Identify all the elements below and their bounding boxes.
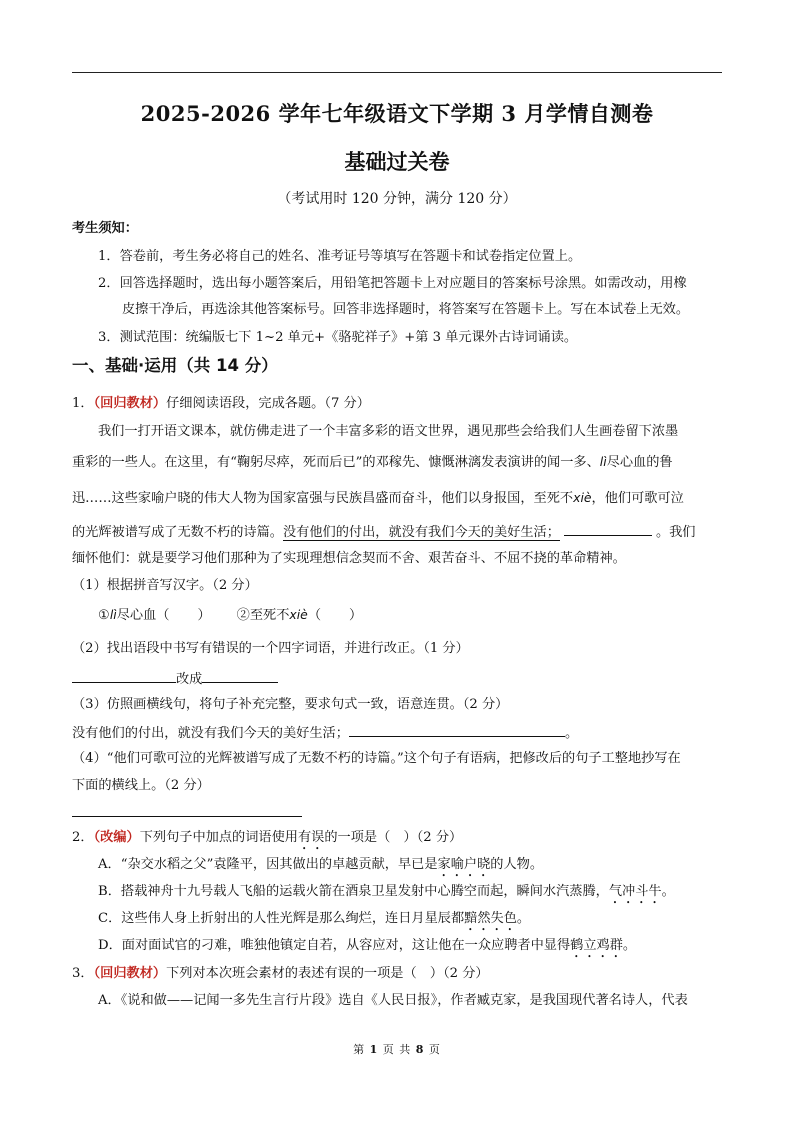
notice-item-3: 3．测试范围：统编版七下 1~2 单元+《骆驼祥子》+第 3 单元课外古诗词诵读。 [98, 330, 578, 345]
notice-heading: 考生须知： [72, 221, 138, 236]
q2-option-d[interactable] [98, 936, 724, 961]
q1-passage-text: 的光辉被谱写成了无数不朽的诗篇。 [72, 525, 283, 540]
pinyin-li: lì [599, 454, 607, 469]
option-text: 。 [661, 884, 675, 899]
q1-sub-3-answer [72, 722, 724, 744]
underlined-sentence: 没有他们的付出，就没有我们今天的美好生活； [283, 525, 560, 540]
notice-item-1: 1．答卷前，考生务必将自己的姓名、准考证号等填写在答题卡和试卷指定位置上。 [98, 249, 582, 264]
q1-sub-2-answer [72, 668, 724, 690]
q1-number: 1． [72, 396, 94, 411]
option-text: D．面对面试官的刁难，唯独他镇定自若，从容应对，这让他在一众应聘者中显得 [98, 938, 571, 953]
section-heading: 一、基础·运用（共 14 分） [72, 356, 278, 375]
q2-option-b[interactable] [98, 882, 724, 907]
question-1 [72, 394, 724, 414]
option-text: A．“杂交水稻之父”袁隆平，因其做出的卓越贡献，早已是 [98, 857, 438, 872]
q1-sub3-text: 没有他们的付出，就没有我们今天的美好生活； [72, 726, 349, 741]
option-dotted-word: 鹤立鸡群 [570, 938, 623, 953]
q1-passage-line-3 [72, 488, 724, 509]
exam-subtitle: 基础过关卷 [344, 149, 450, 174]
q1-sub1-text: ） [197, 608, 211, 623]
q2-stem: 的一项是（ ）（2 分） [324, 830, 463, 845]
q1-sub-3: （3）仿照画横线句，将句子补充完整，要求句式一致，语意连贯。（2 分） [72, 697, 509, 712]
footer-text: 页 [428, 1043, 441, 1056]
q2-tag: （改编） [93, 830, 140, 845]
page-number: 1 [369, 1043, 379, 1056]
option-dotted-word: 黯然失色 [464, 911, 517, 926]
q1-sub-2: （2）找出语段中书写有错误的一个四字词语，并进行改正。（1 分） [72, 641, 469, 656]
q1-sub-1-answers [98, 605, 724, 626]
q1-passage-text: 迅……这些家喻户晓的伟大人物为国家富强与民族昌盛而奋斗，他们以身报国，至死不 [72, 491, 574, 506]
q1-passage-text: 。我们 [655, 525, 696, 540]
answer-blank-correct-word[interactable] [202, 668, 278, 683]
answer-line[interactable] [72, 816, 302, 817]
option-text: 。 [516, 911, 531, 926]
q2-stem: 下列句子中加点的词语使用 [139, 830, 298, 845]
answer-blank-sentence[interactable] [349, 722, 565, 737]
q1-sub1-text: 尽心血（ [116, 608, 170, 623]
q2-number: 2． [72, 830, 94, 845]
option-dotted-word: 气冲斗牛 [608, 884, 662, 899]
q2-option-a[interactable] [98, 855, 724, 880]
notice-item-2: 2．回答选择题时，选出每小题答案后，用铅笔把答题卡上对应题目的答案标号涂黑。如需改动，用橡 [98, 276, 687, 291]
pinyin-xie: xiè [289, 607, 308, 622]
q1-sub1-text: ① [98, 608, 110, 623]
q3-option-a[interactable]: A．《说和做——记闻一多先生言行片段》选自《人民日报》，作者臧克家，是我国现代著名诗人，代表 [98, 993, 688, 1008]
question-3 [72, 964, 724, 984]
exam-info: （考试用时 120 分钟，满分 120 分） [277, 191, 517, 207]
q1-passage-text: 尽心血的鲁 [606, 455, 673, 470]
q3-number: 3． [72, 966, 94, 981]
q1-stem: 仔细阅读语段，完成各题。（7 分） [166, 396, 370, 411]
pinyin-xie: xiè [573, 490, 592, 505]
q1-passage-line-5: 缅怀他们：就是要学习他们那种为了实现理想信念契而不舍、艰苦奋斗、不屈不挠的革命精神。 [72, 551, 626, 566]
footer-text: 第 [353, 1043, 366, 1056]
q3-tag: （回归教材） [93, 966, 167, 981]
q1-passage-line-1: 我们一打开语文课本，就仿佛走进了一个丰富多彩的语文世界，遇见那些会给我们人生画卷留下浓墨 [98, 424, 679, 439]
option-text: 的人物。 [490, 857, 544, 872]
q2-option-c[interactable] [98, 909, 724, 934]
q1-sub-1: （1）根据拼音写汉字。（2 分） [72, 578, 258, 593]
page-total: 8 [415, 1043, 425, 1056]
q1-passage-text: 重彩的一些人。在这里，有“鞠躬尽瘁，死而后已”的邓稼先、慷慨淋漓发表演讲的闻一多、 [72, 455, 600, 470]
option-dotted-word: 家喻户晓 [437, 857, 491, 872]
option-text: B．搭载神舟十九号载人飞船的运载火箭在酒泉卫星发射中心腾空而起，瞬间水汽蒸腾， [98, 884, 609, 899]
option-text: 。 [622, 938, 637, 953]
q1-sub1-text: ②至死不 [236, 608, 290, 623]
question-2 [72, 828, 724, 853]
q2-stem-emphasis: 有误 [297, 830, 325, 845]
passage-blank[interactable] [564, 521, 652, 536]
q1-sub-4-line-2: 下面的横线上。（2 分） [72, 778, 210, 793]
option-text: C．这些伟人身上折射出的人性光辉是那么绚烂，连日月星辰都 [98, 911, 465, 926]
q1-passage-line-2 [72, 452, 724, 473]
page-footer [0, 1041, 794, 1057]
q3-stem: 下列对本次班会素材的表述有误的一项是（ ）（2 分） [166, 966, 489, 981]
exam-title: 2025-2026 学年七年级语文下学期 3 月学情自测卷 [140, 101, 654, 126]
q1-sub3-text: 。 [564, 726, 579, 741]
q1-passage-text: ，他们可歌可泣 [591, 491, 684, 506]
q1-sub1-text: ） [349, 608, 363, 623]
pinyin-li: lì [109, 607, 117, 622]
change-label: 改成 [176, 672, 203, 687]
q1-sub-4-line-1: （4）“他们可歌可泣的光辉被谱写成了无数不朽的诗篇。”这个句子有语病，把修改后的句子工整地抄写在 [72, 751, 681, 766]
q1-tag: （回归教材） [93, 396, 167, 411]
notice-item-2-cont: 皮擦干净后，再选涂其他答案标号。回答非选择题时，将答案写在答题卡上。写在本试卷上无效。 [122, 302, 690, 317]
q1-passage-line-4 [72, 521, 724, 543]
footer-text: 页 共 [382, 1043, 412, 1056]
q1-sub1-text: （ [307, 608, 321, 623]
answer-blank-wrong-word[interactable] [72, 668, 176, 683]
header-rule [72, 72, 722, 73]
